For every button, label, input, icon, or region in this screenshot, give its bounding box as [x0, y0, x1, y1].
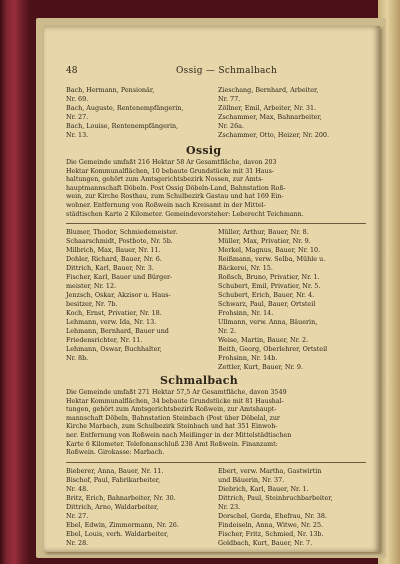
schmalbach-description: Die Gemeinde umfaßt 271 Hektar 57,5 Ar Gesamtfläche, davon 3549 Hektar Kommunalflächen, 34 bebaute Grundstücke mit 81 Haushal- tungen, gehört zum Amtsgerichtsbezirk Roßwein, zur Amtshaupt- mannschaft Döbeln, Bahnstation Steinbach (Post über Döbelal, zur Kirche Marbach, zum Schulbezirk Steinbach und hat 351 Einwoh- ner. Entfernung von Roßwein nach Meißinger in der Mittelstädtischen Karte 6 Kilometer. Telefonanschluß 238 Amt Roßwein. Finanzamt: Roßwein. Girokasse: Marbach. [66, 389, 292, 457]
list-item: Reißmann, verw. Selba, Mühle u. [218, 255, 326, 263]
list-item: Lehmann, Oswar, Buchhalter, [66, 345, 162, 353]
list-item: Diebrich, Karl, Bauer, Nr. 1. [218, 485, 309, 493]
list-item: Fischer, Fritz, Schmied, Nr. 13b. [218, 530, 324, 538]
list-item: Nr. 77. [218, 95, 241, 103]
top-list-right [218, 86, 329, 140]
list-item: Müller, Arthur, Bauer, Nr. 8. [218, 228, 309, 236]
ossig-list-left [66, 228, 177, 363]
schmalbach-list-left [66, 467, 179, 548]
list-item: Bach, Louise, Rentenempfängerin, [66, 122, 179, 130]
list-item: Goldbach, Kurt, Bauer, Nr. 7. [218, 539, 313, 547]
list-item: Lehmann, verw. Ida, Nr. 13. [66, 318, 157, 326]
page-number: 48 [66, 66, 78, 76]
list-item: Schwarz, Paul, Bauer, Ortsteil [218, 300, 316, 308]
list-item: Dittrich, Karl, Bauer, Nr. 3. [66, 264, 154, 272]
divider [66, 462, 366, 463]
list-item: Roßsch, Bruno, Privatier, Nr. 1. [218, 273, 320, 281]
list-item: Koch, Ernst, Privatier, Nr. 18. [66, 309, 162, 317]
list-item: Ullmann, verw. Anna, Bäuerin, [218, 318, 318, 326]
divider [66, 223, 366, 224]
list-item: Nr. 28. [66, 539, 89, 547]
list-item: Ebel, Edwin, Zimmermann, Nr. 26. [66, 521, 179, 529]
list-item: Britz, Erich, Bahnarbeiter, Nr. 30. [66, 494, 176, 502]
section-title-ossig: Ossig [186, 144, 222, 157]
list-item: Bach, Hermann, Pensionär, [66, 86, 155, 94]
list-item: Dohler, Richard, Bauer, Nr. 6. [66, 255, 162, 263]
page-header [66, 66, 358, 78]
list-item: Nr. 26a. [218, 122, 244, 130]
list-item: Blumer, Thodor, Schmiedemeister. [66, 228, 178, 236]
ossig-list-right [218, 228, 327, 372]
section-title-schmalbach: Schmalbach [160, 374, 239, 387]
list-item: Nr. 27. [66, 113, 89, 121]
list-item: Schubert, Emil, Privatier, Nr. 5. [218, 282, 321, 290]
list-item: Bäckerei, Nr. 15. [218, 264, 273, 272]
schmalbach-list-right [218, 467, 333, 548]
list-item: Frohsinn, Nr. 14. [218, 309, 274, 317]
list-item: Schaarschmidt, Postbote, Nr. 5b. [66, 237, 173, 245]
list-item: Zschammer, Otto, Heizer, Nr. 200. [218, 131, 330, 139]
list-item: Zöllner, Emil, Arbeiter, Nr. 31. [218, 104, 317, 112]
list-item: Nr. 23. [218, 503, 241, 511]
list-item: Beith, Georg, Oberlehrer, Ortsteil [218, 345, 328, 353]
list-item: Findeiseln, Anna, Witwe, Nr. 25. [218, 521, 324, 529]
list-item: Zieschang, Bernhard, Arbeiter, [218, 86, 319, 94]
top-list-left [66, 86, 183, 140]
list-item: Bieberer, Anna, Bauer, Nr. 11. [66, 467, 164, 475]
list-item: Friedensrichter, Nr. 11. [66, 336, 143, 344]
list-item: Milbrich, Max, Bauer, Nr. 11. [66, 246, 161, 254]
list-item: Nr. 13. [66, 131, 89, 139]
list-item: Zettler, Kurt, Bauer, Nr. 9. [218, 363, 303, 371]
ossig-description: Die Gemeinde umfaßt 216 Hektar 58 Ar Gesamtfläche, davon 203 Hektar Kommunalflächen, 10 bebaute Grundstücke mit 31 Haus- haltungen, gehört zum Amtsgerichtsbezirk Nossen, zur Amts- hauptmannschaft Döbeln. Post Ossig Döbeln-Land, Bahnstation Roß- wein, zur Kirche Rosthau, zum Schulbezirk Gastau und hat 169 Ein- wohner. Entfernung von Roßwein nach Kreisamt in der Mittel- städtischen Karte 2 Kilometer. Gemeindevorsteher: Leberecht Teichmann. [66, 159, 304, 218]
list-item: Nr. 2. [218, 327, 237, 335]
list-item: Nr. 8b. [66, 354, 89, 362]
list-item: Nr. 48. [66, 485, 89, 493]
list-item: Frohsinn, Nr. 14b. [218, 354, 278, 362]
list-item: besitzer, Nr. 7b. [66, 300, 118, 308]
list-item: Merkel, Magnus, Bauer, Nr. 10. [218, 246, 321, 254]
list-item: Nr. 69. [66, 95, 89, 103]
list-item: Schubert, Erich, Bauer, Nr. 4. [218, 291, 315, 299]
list-item: Ebert, verw. Martha, Gastwirtin [218, 467, 322, 475]
list-item: Ebel, Louis, verh. Waldarbeiter, [66, 530, 169, 538]
list-item: Nr. 27. [66, 512, 89, 520]
list-item: Dittrich, Paul, Steinbruchbarbeiter, [218, 494, 333, 502]
list-item: meister, Nr. 12. [66, 282, 117, 290]
list-item: Zschammer, Max, Bahnarbeiter, [218, 113, 322, 121]
list-item: Jenzsch, Oskar, Akzisor u. Haus- [66, 291, 171, 299]
list-item: Dorschel, Gerda, Ehefrau, Nr. 38. [218, 512, 327, 520]
list-item: Dittrich, Arno, Waldarbeiter, [66, 503, 159, 511]
list-item: Lehmann, Bernhard, Bauer und [66, 327, 169, 335]
list-item: Müller, Max, Privatier, Nr. 9. [218, 237, 311, 245]
book-page [44, 26, 380, 552]
list-item: Bach, Auguste, Rentenempfängerin, [66, 104, 184, 112]
list-item: und Bäuerin, Nr. 37. [218, 476, 285, 484]
list-item: Fischer, Karl, Bauer und Bürger- [66, 273, 173, 281]
list-item: Weise, Martin, Bauer, Nr. 2. [218, 336, 309, 344]
list-item: Bischof, Paul, Fabrikarbeiter, [66, 476, 161, 484]
running-title: Ossig — Schmalbach [176, 66, 278, 76]
